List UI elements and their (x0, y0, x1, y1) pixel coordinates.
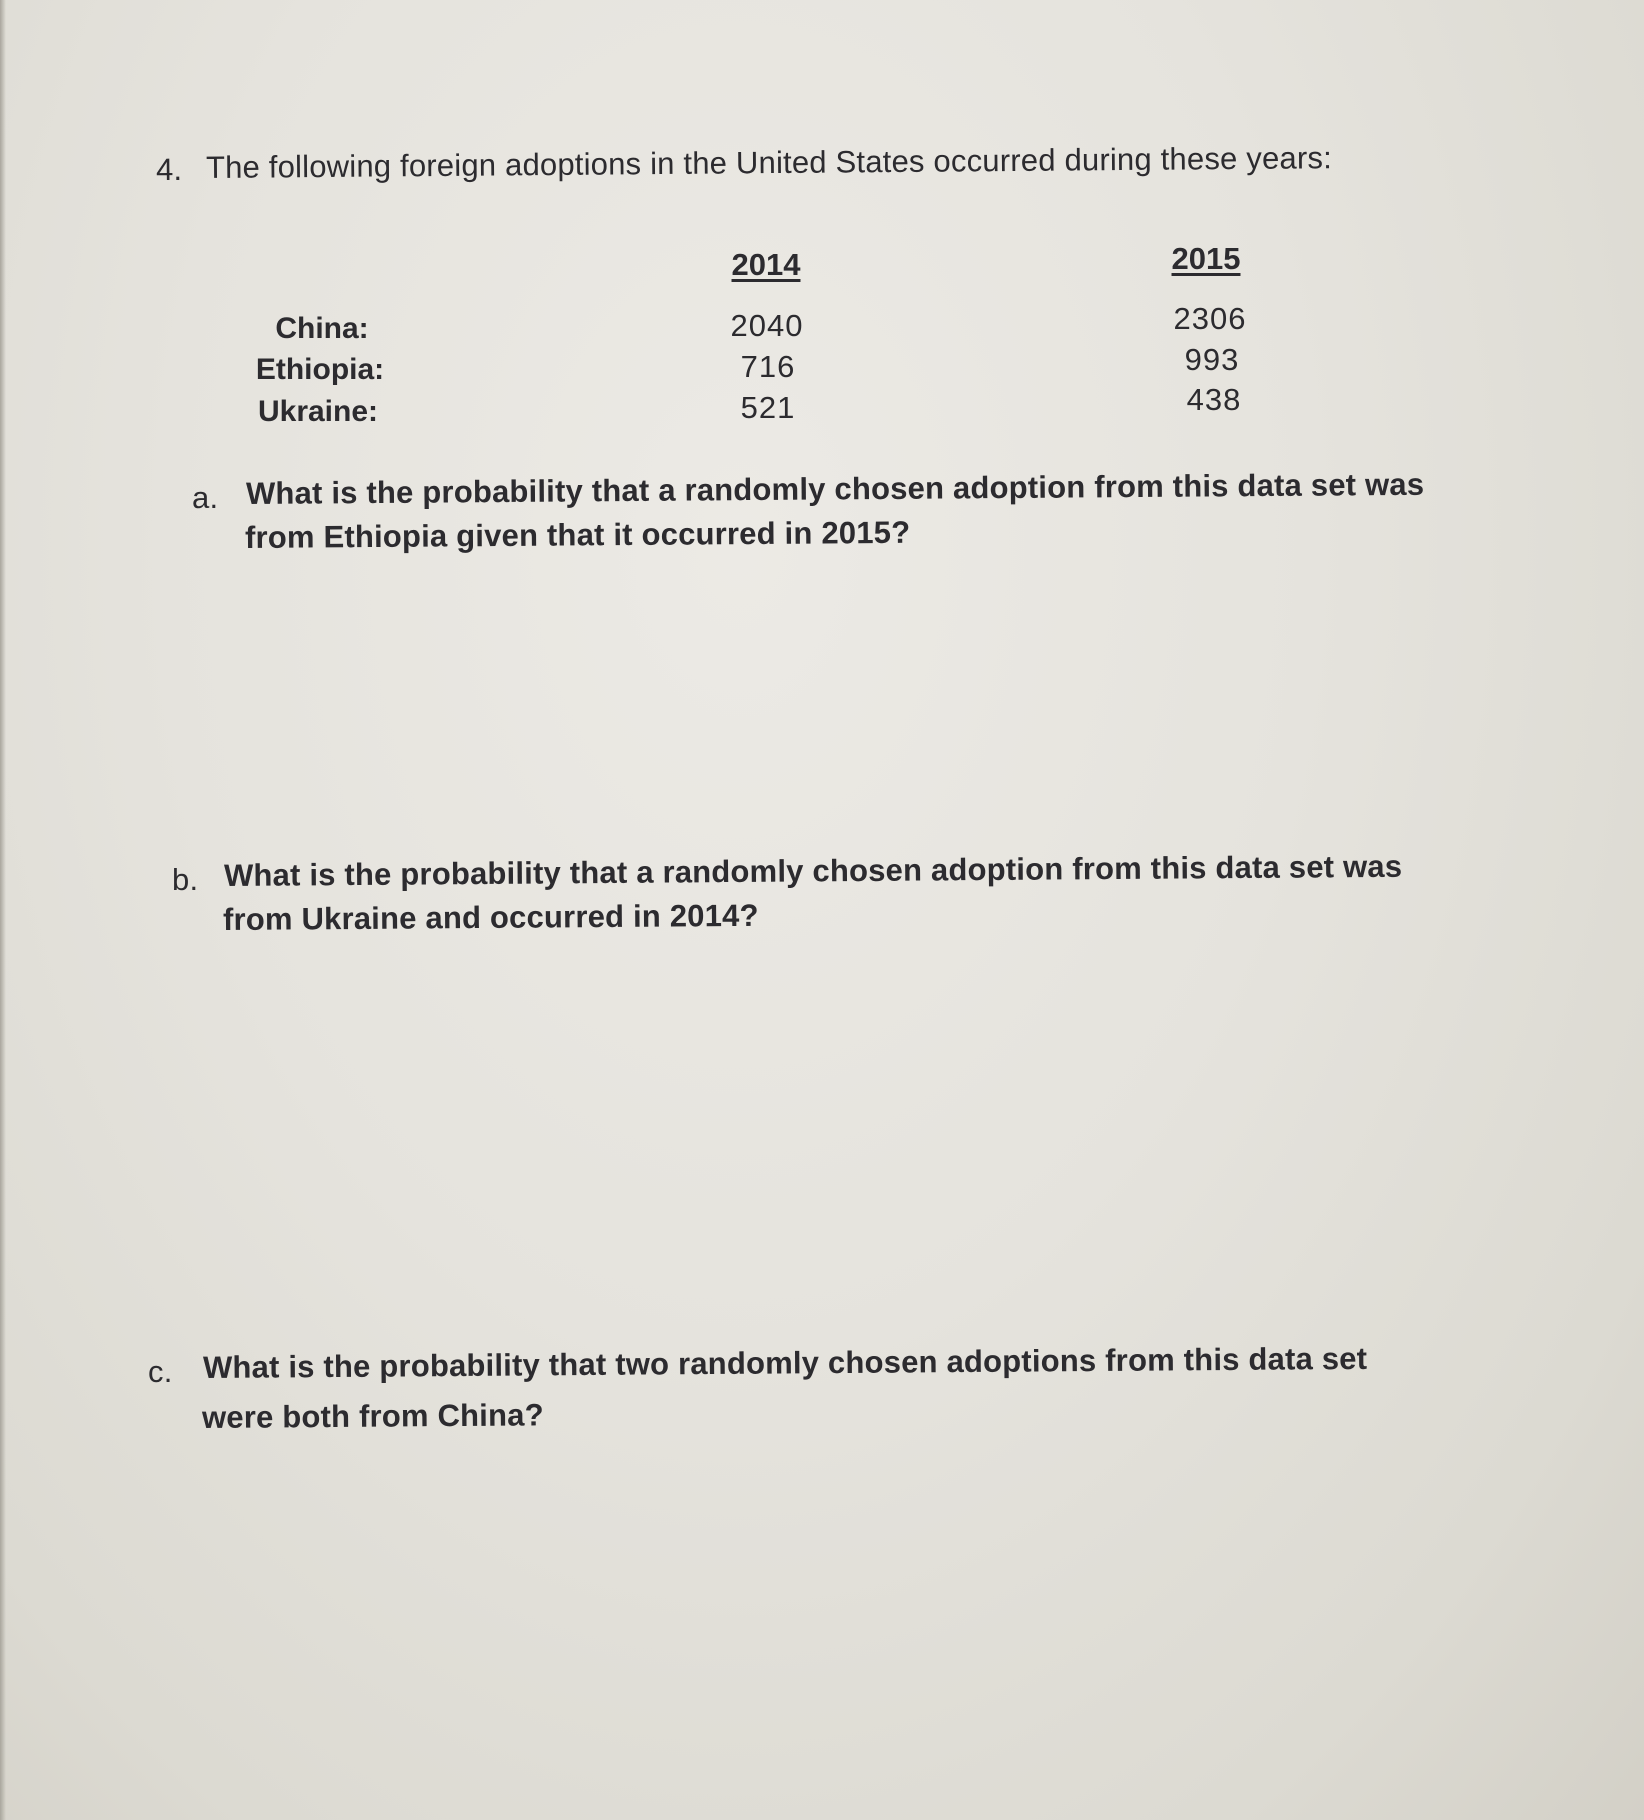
cell-ukraine-2014: 521 (740, 390, 796, 425)
part-a-line2: from Ethiopia given that it occurred in 2015? (244, 514, 911, 555)
part-b-line2: from Ukraine and occurred in 2014? (222, 897, 759, 937)
part-c-line2: were both from China? (201, 1397, 544, 1435)
cell-ethiopia-2014: 716 (740, 349, 796, 384)
row-label-ukraine: Ukraine: (257, 395, 379, 428)
part-b-line1: What is the probability that a randomly chosen adoption from this data set was (223, 848, 1403, 893)
part-a-marker: a. (192, 480, 219, 515)
part-c-line1: What is the probability that two randomly chosen adoptions from this data set (202, 1340, 1368, 1385)
question-prompt: The following foreign adoptions in the United States occurred during these years: (205, 140, 1333, 185)
row-label-china: China: (275, 312, 369, 345)
cell-china-2014: 2040 (730, 308, 804, 343)
column-header-2014: 2014 (731, 247, 801, 282)
part-c-marker: c. (148, 1354, 173, 1389)
cell-ukraine-2015: 438 (1186, 382, 1242, 417)
cell-china-2015: 2306 (1173, 301, 1247, 336)
cell-ethiopia-2015: 993 (1184, 342, 1240, 377)
row-label-ethiopia: Ethiopia: (255, 353, 385, 386)
question-number: 4. (155, 151, 183, 188)
column-header-2015: 2015 (1171, 241, 1241, 276)
part-b-marker: b. (172, 862, 199, 897)
part-a-line1: What is the probability that a randomly chosen adoption from this data set was (245, 466, 1425, 511)
page-edge-shadow (0, 0, 6, 1820)
